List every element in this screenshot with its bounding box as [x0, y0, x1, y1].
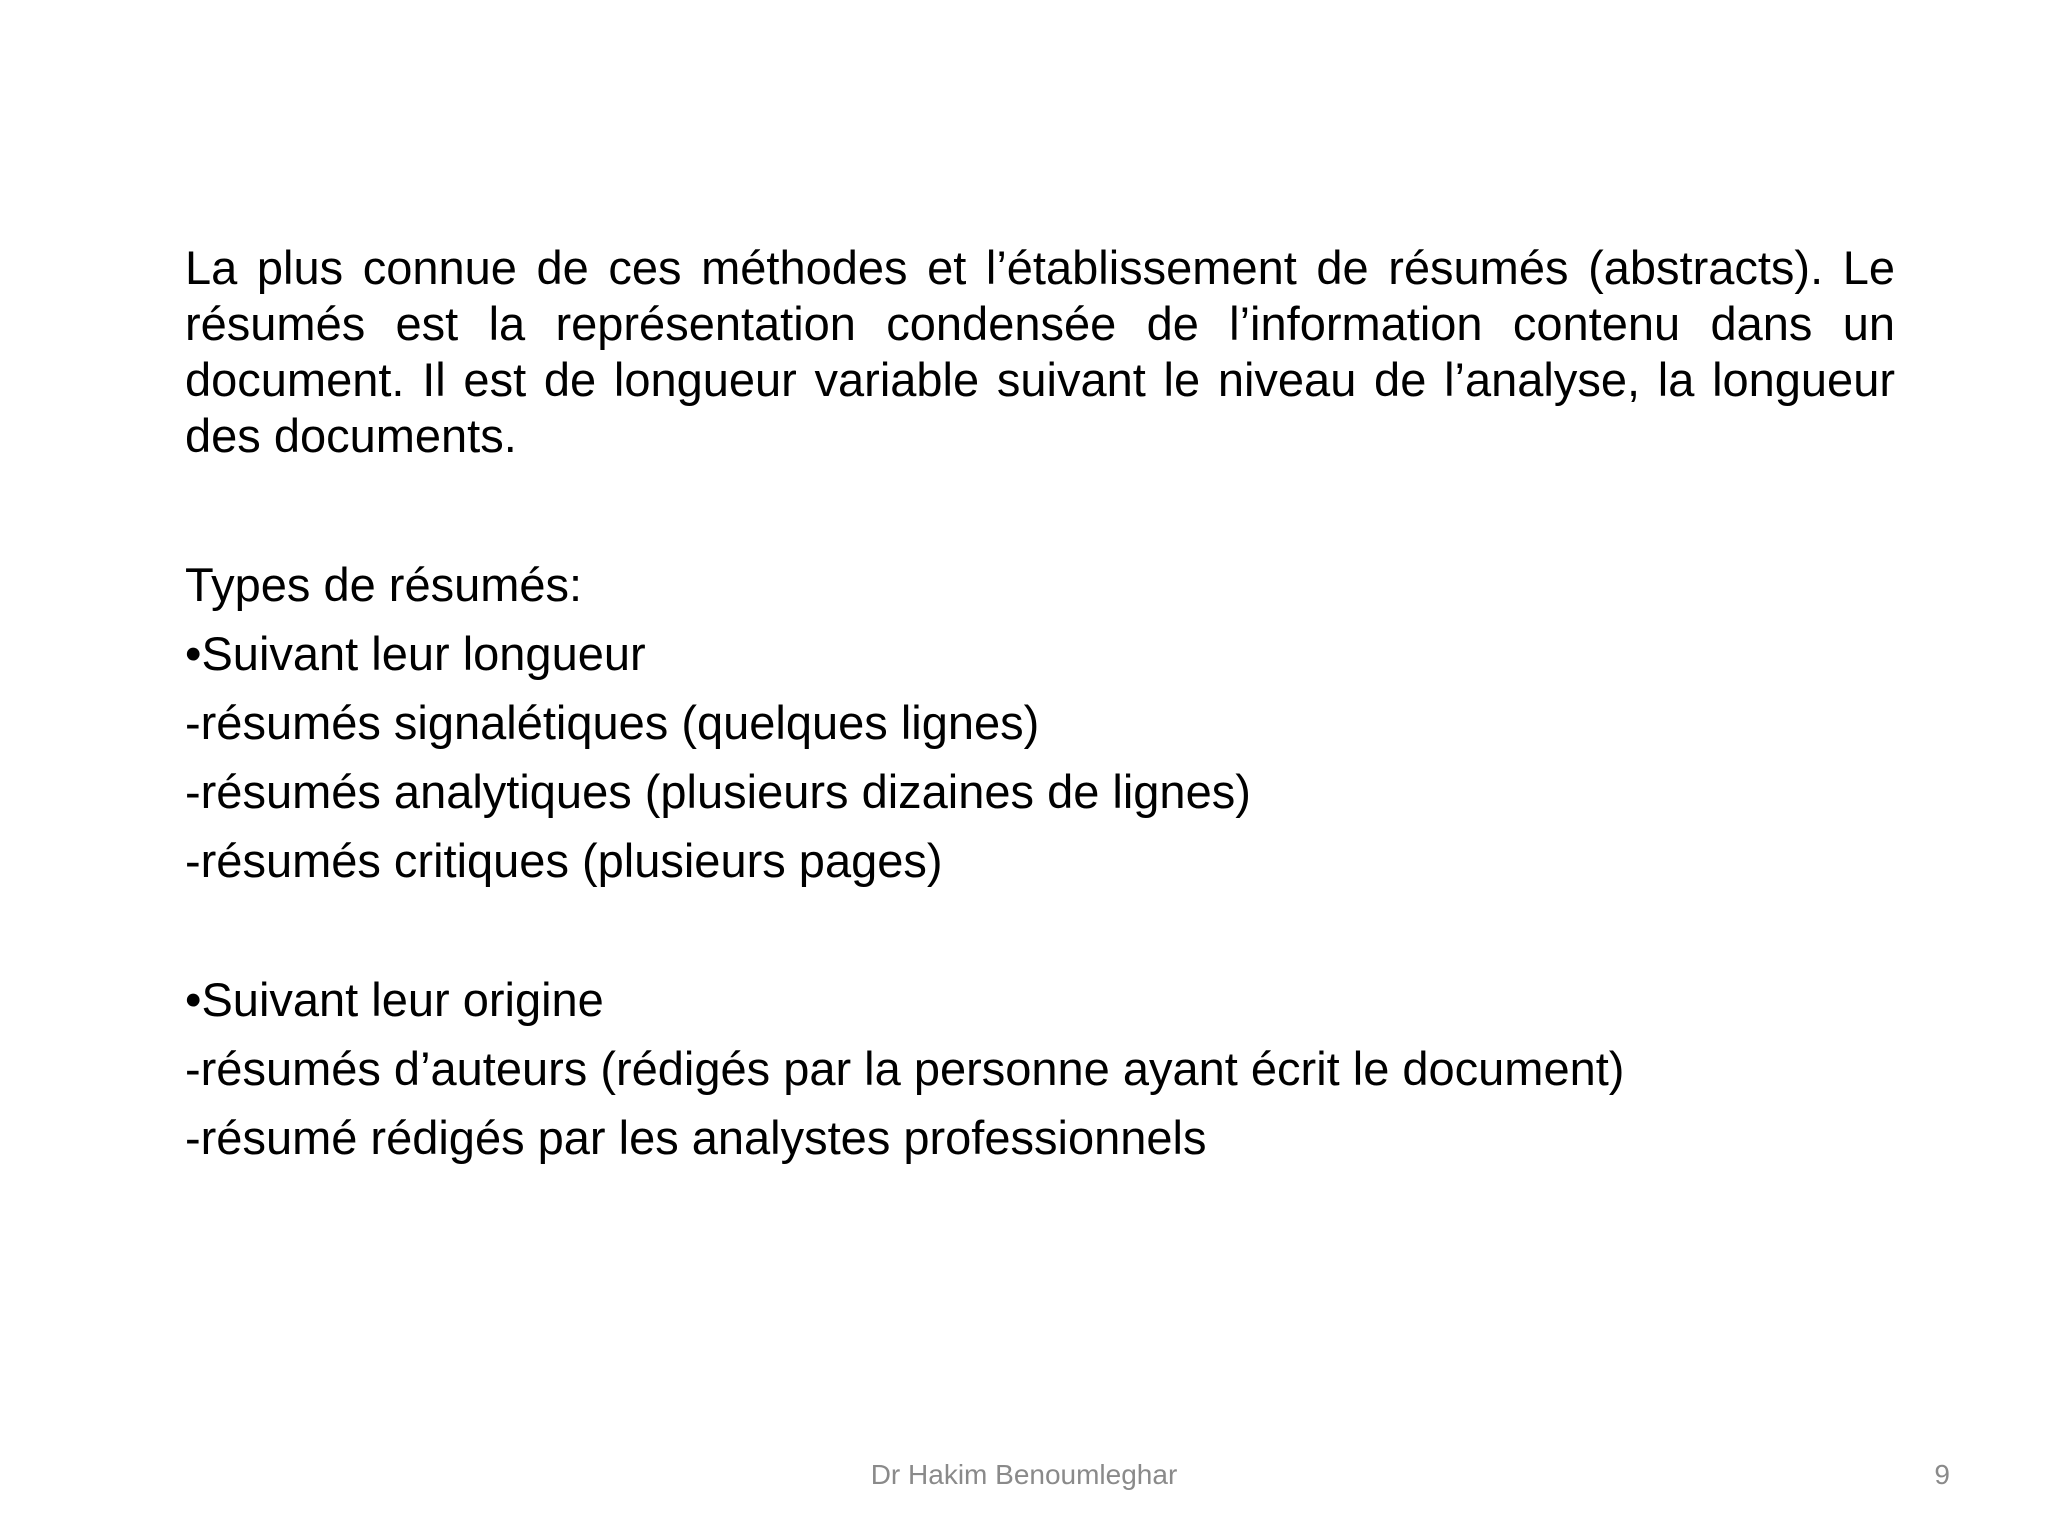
page-number: 9 — [1934, 1459, 1950, 1490]
length-item: -résumés signalétiques (quelques lignes) — [185, 696, 1040, 749]
bullet-length: •Suivant leur longueur — [185, 627, 646, 680]
footer-author: Dr Hakim Benoumleghar — [870, 1459, 1178, 1490]
origin-item: -résumé rédigés par les analystes professionnels — [185, 1111, 1207, 1164]
bullet-origin: •Suivant leur origine — [185, 973, 604, 1026]
summary-types-section — [185, 550, 1895, 1172]
length-item: -résumés critiques (plusieurs pages) — [185, 834, 943, 887]
origin-item: -résumés d’auteurs (rédigés par la personne ayant écrit le document) — [185, 1042, 1625, 1095]
intro-paragraph: La plus connue de ces méthodes et l’établissement de résumés (abstracts). Le résumés est la représentation condensée de l’information contenu dans un document. Il est de longueur variable suivant le niveau de l’analyse, la longueur des documents. — [185, 241, 1895, 462]
length-item: -résumés analytiques (plusieurs dizaines de lignes) — [185, 765, 1251, 818]
types-heading: Types de résumés: — [185, 558, 583, 611]
spacer — [185, 895, 1895, 965]
slide-body — [185, 240, 1895, 1172]
